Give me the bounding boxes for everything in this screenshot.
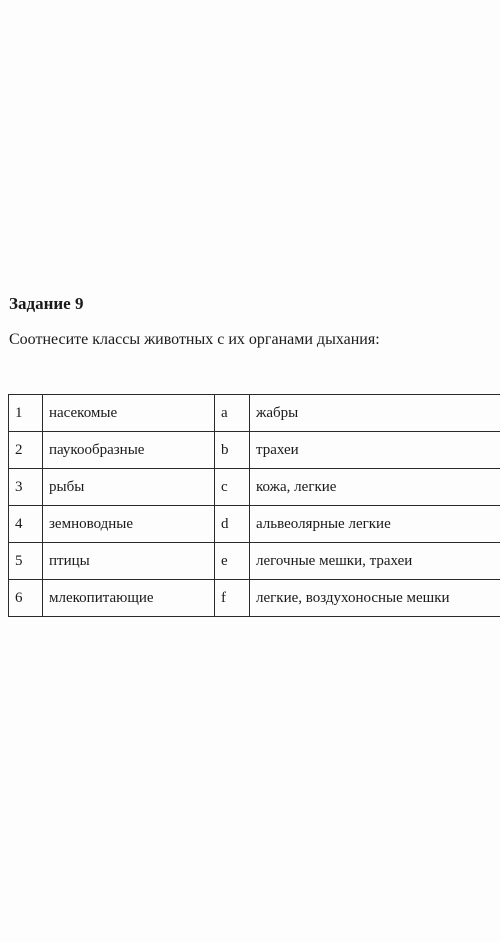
- animal-class-cell: земноводные: [43, 506, 215, 543]
- table-row: [9, 580, 500, 617]
- row-number: 4: [9, 506, 43, 543]
- task-title: Задание 9: [9, 294, 84, 313]
- task-instruction: Соотнесите классы животных с их органами дыхания:: [9, 331, 380, 348]
- table-row: [9, 432, 500, 469]
- animal-class-cell: птицы: [43, 543, 215, 580]
- row-number: 2: [9, 432, 43, 469]
- table-row: [9, 469, 500, 506]
- respiratory-organ-cell: легочные мешки, трахеи: [250, 543, 500, 580]
- respiratory-organ-cell: легкие, воздухоносные мешки: [250, 580, 500, 617]
- row-number: 3: [9, 469, 43, 506]
- animal-class-cell: насекомые: [43, 395, 215, 432]
- respiratory-organ-cell: кожа, легкие: [250, 469, 500, 506]
- row-letter: b: [215, 432, 250, 469]
- matching-table: [8, 394, 500, 617]
- row-letter: f: [215, 580, 250, 617]
- row-number: 5: [9, 543, 43, 580]
- respiratory-organ-cell: трахеи: [250, 432, 500, 469]
- row-number: 6: [9, 580, 43, 617]
- table-row: [9, 506, 500, 543]
- row-letter: a: [215, 395, 250, 432]
- row-letter: e: [215, 543, 250, 580]
- animal-class-cell: рыбы: [43, 469, 215, 506]
- table-row: [9, 395, 500, 432]
- animal-class-cell: паукообразные: [43, 432, 215, 469]
- row-number: 1: [9, 395, 43, 432]
- respiratory-organ-cell: альвеолярные легкие: [250, 506, 500, 543]
- row-letter: d: [215, 506, 250, 543]
- animal-class-cell: млекопитающие: [43, 580, 215, 617]
- row-letter: c: [215, 469, 250, 506]
- respiratory-organ-cell: жабры: [250, 395, 500, 432]
- table-row: [9, 543, 500, 580]
